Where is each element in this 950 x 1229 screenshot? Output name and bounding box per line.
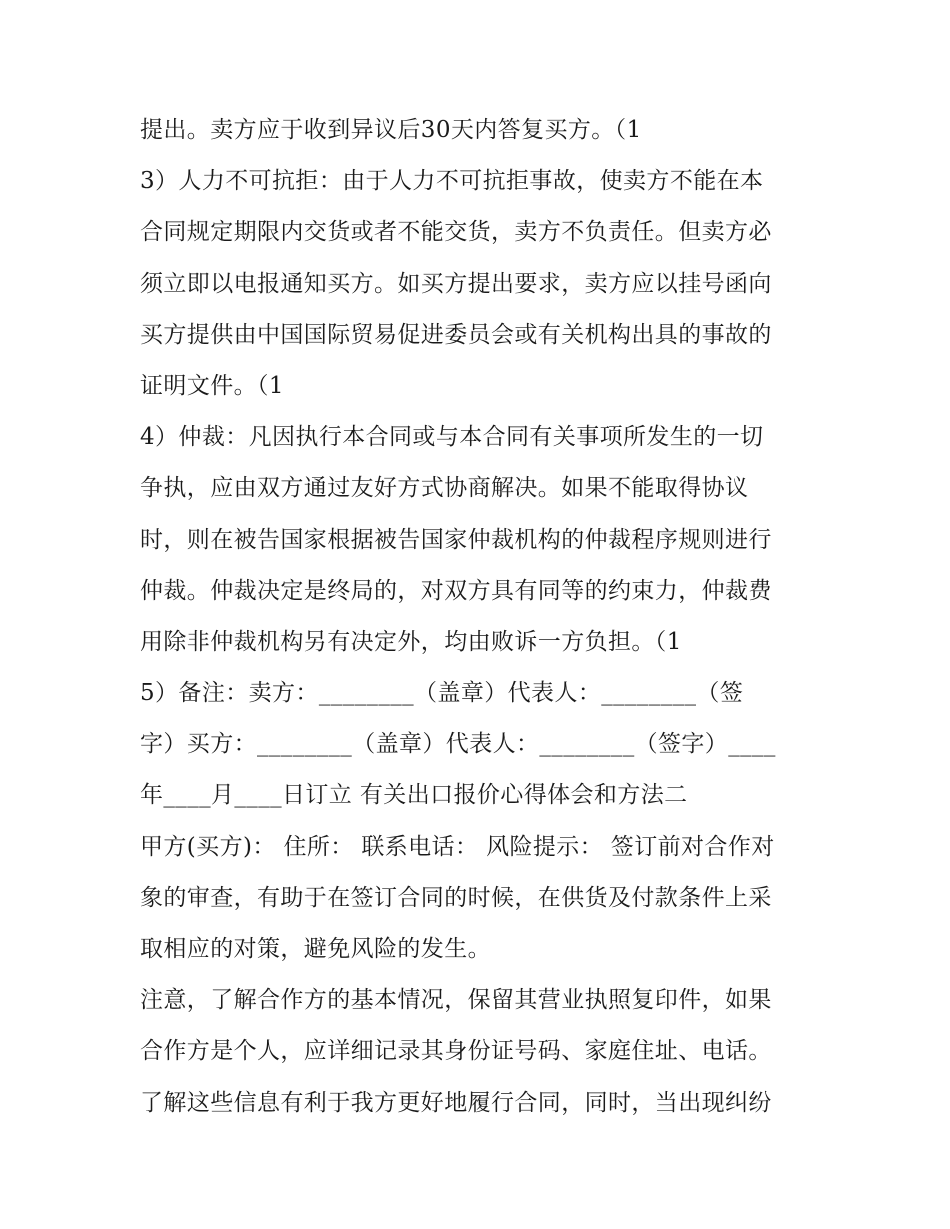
text-line: 了解这些信息有利于我方更好地履行合同，同时，当出现纠纷 xyxy=(140,1089,772,1116)
text-line: 注意，了解合作方的基本情况，保留其营业执照复印件，如果 xyxy=(140,987,772,1014)
document-body xyxy=(140,108,830,1132)
text-line: 5）备注：卖方：________（盖章）代表人：________（签 xyxy=(140,680,744,707)
text-line: 甲方(买方)： 住所： 联系电话： 风险提示： 签订前对合作对 xyxy=(140,833,775,860)
text-line: 提出。卖方应于收到异议后30天内答复买方。（1 xyxy=(140,117,642,143)
text-line: 仲裁。仲裁决定是终局的，对双方具有同等的约束力，仲裁费 xyxy=(140,577,772,604)
text-line: 买方提供由中国国际贸易促进委员会或有关机构出具的事故的 xyxy=(140,321,772,348)
text-line: 时，则在被告国家根据被告国家仲裁机构的仲裁程序规则进行 xyxy=(140,526,772,553)
text-line: 用除非仲裁机构另有决定外，均由败诉一方负担。（1 xyxy=(140,628,682,655)
text-line: 3）人力不可抗拒：由于人力不可抗拒事故，使卖方不能在本 xyxy=(140,168,764,195)
text-line: 须立即以电报通知买方。如买方提出要求，卖方应以挂号函向 xyxy=(140,270,772,297)
text-line: 4）仲裁：凡因执行本合同或与本合同有关事项所发生的一切 xyxy=(140,424,764,451)
text-line: 争执，应由双方通过友好方式协商解决。如果不能取得协议 xyxy=(140,475,749,502)
text-line: 合作方是个人，应详细记录其身份证号码、家庭住址、电话。 xyxy=(140,1038,772,1065)
text-line: 证明文件。（1 xyxy=(140,372,284,399)
text-line: 象的审查，有助于在签订合同的时候，在供货及付款条件上采 xyxy=(140,884,772,911)
text-line: 年____月____日订立 有关出口报价心得体会和方法二 xyxy=(140,782,688,809)
text-line: 取相应的对策，避免风险的发生。 xyxy=(140,936,491,962)
text-line: 合同规定期限内交货或者不能交货，卖方不负责任。但卖方必 xyxy=(140,219,772,246)
text-line: 字）买方：________（盖章）代表人：________（签字）____ xyxy=(140,731,776,758)
